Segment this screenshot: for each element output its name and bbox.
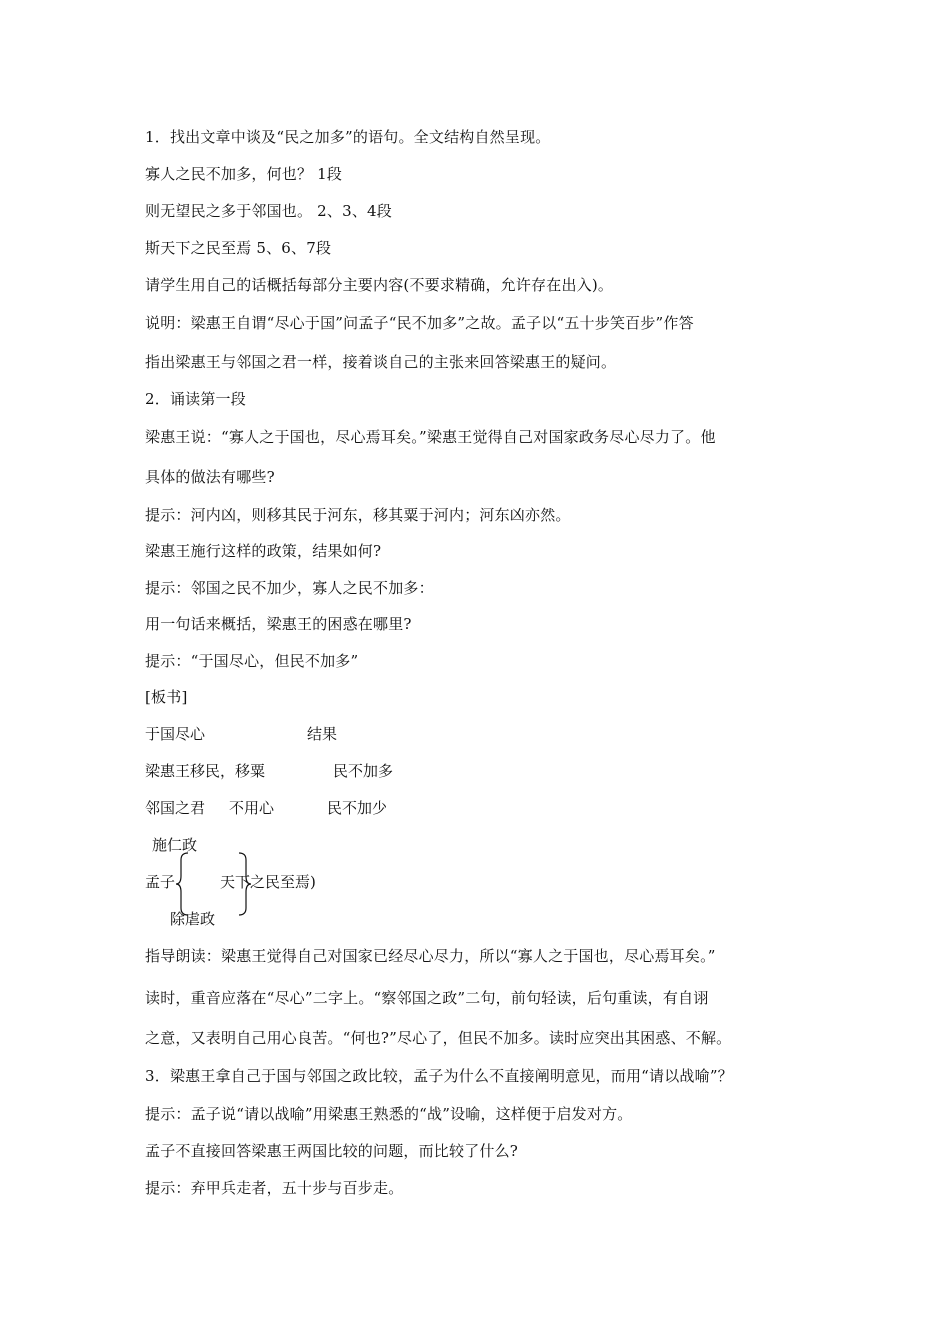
text-line: 之意，又表明自己用心良苦。“何也?”尽心了，但民不加多。读时应突出其困惑、不解。: [145, 1029, 732, 1047]
board-cell: 不用心: [229, 799, 275, 817]
left-brace: [176, 852, 190, 916]
text-line: 则无望民之多于邻国也。 2、3、4段: [145, 202, 392, 220]
board-cell: 天下之民至焉): [220, 873, 316, 891]
board-cell: 于国尽心: [145, 725, 206, 743]
text-line: 孟子不直接回答梁惠王两国比较的问题，而比较了什么?: [145, 1142, 519, 1160]
board-cell: 民不加多: [333, 762, 394, 780]
text-line: 1．找出文章中谈及“民之加多”的语句。全文结构自然呈现。: [145, 128, 551, 146]
board-heading: [板书]: [145, 688, 188, 706]
board-cell: 结果: [307, 725, 338, 743]
text-line: 提示：河内凶，则移其民于河东，移其粟于河内；河东凶亦然。: [145, 506, 571, 524]
text-line: 具体的做法有哪些?: [145, 468, 275, 486]
text-line: 用一句话来概括，梁惠王的困惑在哪里?: [145, 615, 412, 633]
text-line: 3．梁惠王拿自己于国与邻国之政比较，孟子为什么不直接阐明意见，而用“请以战喻”？: [145, 1067, 733, 1085]
board-cell: 民不加少: [327, 799, 388, 817]
text-line: 读时，重音应落在“尽心”二字上。“察邻国之政”二句，前句轻读，后句重读，有自诩: [145, 989, 709, 1007]
board-cell: 梁惠王移民，移粟: [145, 762, 266, 780]
text-line: 寡人之民不加多，何也？ 1段: [145, 165, 343, 183]
text-line: 提示：“于国尽心，但民不加多”: [145, 652, 359, 670]
text-line: 说明：梁惠王自谓“尽心于国”问孟子“民不加多”之故。孟子以“五十步笑百步”作答: [145, 314, 694, 332]
text-line: 2．诵读第一段: [145, 390, 246, 408]
text-line: 梁惠王施行这样的政策，结果如何?: [145, 542, 382, 560]
right-brace: [238, 852, 252, 916]
text-line: 提示：孟子说“请以战喻”用梁惠王熟悉的“战”设喻，这样便于启发对方。: [145, 1105, 633, 1123]
text-line: 指出梁惠王与邻国之君一样，接着谈自己的主张来回答梁惠王的疑问。: [145, 353, 617, 371]
text-line: 斯天下之民至焉 5、6、7段: [145, 239, 332, 257]
board-cell: 孟子: [145, 873, 176, 891]
text-line: 梁惠王说：“寡人之于国也，尽心焉耳矣。”梁惠王觉得自己对国家政务尽心尽力了。他: [145, 428, 716, 446]
text-line: 请学生用自己的话概括每部分主要内容(不要求精确，允许存在出入)。: [145, 276, 614, 294]
board-cell: 施仁政: [152, 836, 198, 854]
board-cell: 除虐政: [170, 910, 216, 928]
text-line: 提示：弃甲兵走者，五十步与百步走。: [145, 1179, 404, 1197]
board-cell: 邻国之君: [145, 799, 206, 817]
text-line: 指导朗读：梁惠王觉得自己对国家已经尽心尽力，所以“寡人之于国也，尽心焉耳矣。”: [145, 947, 716, 965]
text-line: 提示：邻国之民不加少，寡人之民不加多：: [145, 579, 434, 597]
